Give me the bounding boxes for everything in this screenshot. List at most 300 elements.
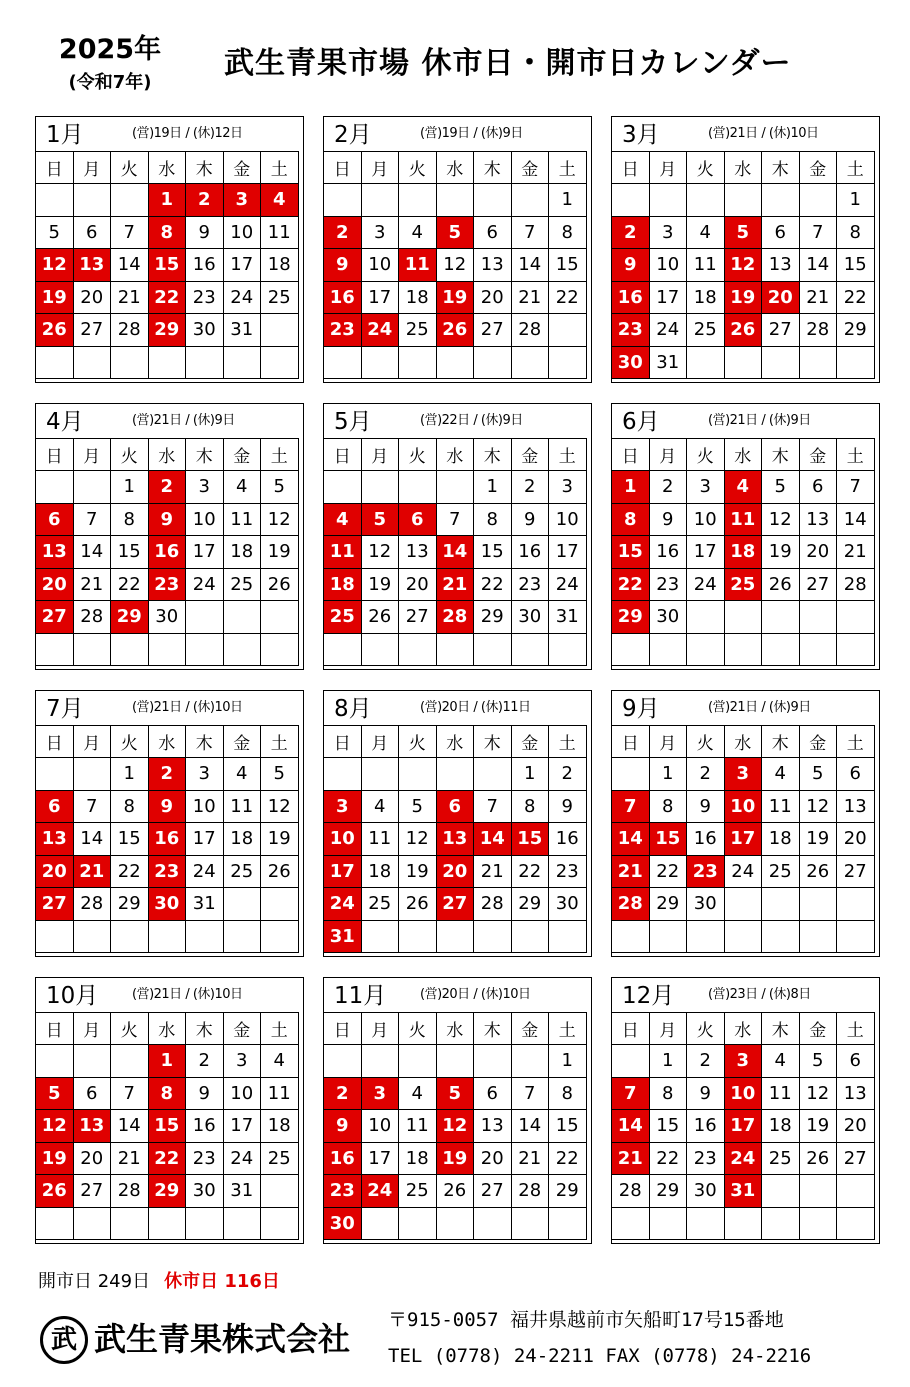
day-cell: 15 [111, 536, 149, 569]
closed-day-cell: 19 [436, 281, 474, 314]
empty-cell [399, 920, 437, 953]
week-row [36, 249, 299, 282]
day-cell: 4 [261, 1045, 299, 1078]
closed-day-cell: 16 [148, 536, 186, 569]
day-cell: 17 [361, 281, 399, 314]
empty-cell [223, 888, 261, 921]
closed-day-cell: 28 [612, 888, 650, 921]
closed-days-total: 休市日 116日 [164, 1271, 280, 1292]
empty-cell [687, 920, 725, 953]
weekday-header: 日 [612, 726, 650, 758]
closed-day-cell: 1 [612, 471, 650, 504]
closed-day-cell: 12 [724, 249, 762, 282]
empty-cell [511, 1207, 549, 1240]
day-cell: 18 [762, 1110, 800, 1143]
week-row [324, 1175, 587, 1208]
weekday-header: 月 [73, 439, 111, 471]
weekday-header: 木 [762, 152, 800, 184]
day-cell: 14 [511, 249, 549, 282]
empty-cell [223, 601, 261, 634]
day-cell: 30 [511, 601, 549, 634]
empty-cell [36, 1045, 74, 1078]
week-row [36, 633, 299, 666]
day-cell: 19 [261, 823, 299, 856]
day-cell: 16 [549, 823, 587, 856]
closed-day-cell: 12 [436, 1110, 474, 1143]
week-row [612, 790, 875, 823]
weekday-header: 水 [148, 1013, 186, 1045]
day-cell: 13 [837, 1077, 875, 1110]
empty-cell [724, 633, 762, 666]
empty-cell [511, 1045, 549, 1078]
closed-day-cell: 22 [612, 568, 650, 601]
closed-day-cell: 8 [148, 216, 186, 249]
weekday-header: 月 [649, 152, 687, 184]
empty-cell [148, 633, 186, 666]
closed-day-cell: 31 [724, 1175, 762, 1208]
empty-cell [399, 633, 437, 666]
company-name: 武生青果株式会社 [94, 1320, 351, 1358]
day-cell: 5 [261, 471, 299, 504]
open-days-total: 開市日 249日 [38, 1271, 151, 1292]
day-cell: 12 [261, 790, 299, 823]
week-row [36, 184, 299, 217]
page-title: 武生青果市場 休市日・開市日カレンダー [224, 46, 792, 81]
empty-cell [361, 1207, 399, 1240]
month-day-counts: (営)21日 / (休)9日 [708, 413, 811, 428]
closed-day-cell: 30 [324, 1207, 362, 1240]
day-cell: 10 [186, 503, 224, 536]
day-cell: 3 [549, 471, 587, 504]
closed-day-cell: 10 [724, 1077, 762, 1110]
month-day-counts: (営)21日 / (休)10日 [132, 987, 243, 1002]
empty-cell [36, 184, 74, 217]
day-cell: 24 [186, 855, 224, 888]
empty-cell [799, 346, 837, 379]
empty-cell [837, 633, 875, 666]
day-cell: 22 [111, 568, 149, 601]
weekday-header: 土 [261, 439, 299, 471]
closed-day-cell: 13 [36, 536, 74, 569]
month-header [612, 117, 879, 151]
empty-cell [73, 920, 111, 953]
closed-day-cell: 24 [361, 314, 399, 347]
day-cell: 28 [111, 314, 149, 347]
weekday-header: 水 [436, 726, 474, 758]
week-row [612, 1175, 875, 1208]
day-cell: 13 [837, 790, 875, 823]
day-cell: 16 [687, 823, 725, 856]
month-day-counts: (営)23日 / (休)8日 [708, 987, 811, 1002]
week-row [324, 601, 587, 634]
closed-day-cell: 24 [324, 888, 362, 921]
day-cell: 19 [361, 568, 399, 601]
week-row [612, 281, 875, 314]
week-row [36, 1207, 299, 1240]
empty-cell [549, 346, 587, 379]
day-cell: 31 [223, 1175, 261, 1208]
day-cell: 31 [186, 888, 224, 921]
empty-cell [724, 601, 762, 634]
month-calendar [323, 977, 592, 1244]
empty-cell [399, 184, 437, 217]
weekday-header: 月 [361, 1013, 399, 1045]
closed-day-cell: 6 [36, 790, 74, 823]
day-cell: 6 [762, 216, 800, 249]
day-cell: 5 [799, 758, 837, 791]
closed-day-cell: 20 [436, 855, 474, 888]
weekday-header: 火 [111, 1013, 149, 1045]
day-cell: 25 [762, 1142, 800, 1175]
month-day-counts: (営)22日 / (休)9日 [420, 413, 523, 428]
empty-cell [511, 633, 549, 666]
closed-day-cell: 30 [148, 888, 186, 921]
empty-cell [511, 346, 549, 379]
day-cell: 22 [474, 568, 512, 601]
company-phone-fax: TEL (0778) 24-2211 FAX (0778) 24-2216 [388, 1345, 812, 1367]
empty-cell [223, 920, 261, 953]
empty-cell [762, 633, 800, 666]
day-cell: 11 [223, 503, 261, 536]
empty-cell [474, 346, 512, 379]
day-cell: 14 [111, 249, 149, 282]
week-row [36, 601, 299, 634]
empty-cell [837, 920, 875, 953]
empty-cell [361, 920, 399, 953]
week-row [36, 758, 299, 791]
empty-cell [261, 601, 299, 634]
weekday-header: 火 [687, 1013, 725, 1045]
week-row [324, 1142, 587, 1175]
week-row [612, 346, 875, 379]
day-cell: 11 [261, 216, 299, 249]
empty-cell [111, 633, 149, 666]
weekday-header: 土 [549, 1013, 587, 1045]
day-cell: 27 [73, 1175, 111, 1208]
day-cell: 21 [111, 1142, 149, 1175]
day-cell: 30 [148, 601, 186, 634]
week-row [36, 346, 299, 379]
day-cell: 28 [799, 314, 837, 347]
month-header [612, 978, 879, 1012]
weekday-header: 日 [612, 152, 650, 184]
month-name: 6月 [622, 409, 660, 435]
weekday-header: 水 [436, 1013, 474, 1045]
closed-day-cell: 6 [36, 503, 74, 536]
month-calendar [35, 977, 304, 1244]
month-day-counts: (営)21日 / (休)9日 [132, 413, 235, 428]
day-cell: 25 [399, 1175, 437, 1208]
closed-day-cell: 18 [724, 536, 762, 569]
empty-cell [261, 888, 299, 921]
day-cell: 12 [799, 790, 837, 823]
empty-cell [223, 633, 261, 666]
empty-cell [549, 920, 587, 953]
weekday-header: 日 [36, 726, 74, 758]
day-cell: 30 [186, 1175, 224, 1208]
empty-cell [186, 601, 224, 634]
day-cell: 14 [511, 1110, 549, 1143]
week-row [324, 503, 587, 536]
day-cell: 8 [111, 503, 149, 536]
weekday-header: 火 [399, 152, 437, 184]
day-cell: 13 [399, 536, 437, 569]
weekday-header: 日 [324, 726, 362, 758]
month-calendar [611, 116, 880, 383]
weekday-header: 水 [724, 1013, 762, 1045]
closed-day-cell: 4 [261, 184, 299, 217]
empty-cell [612, 1045, 650, 1078]
weekday-header: 火 [111, 439, 149, 471]
closed-day-cell: 8 [612, 503, 650, 536]
calendar-grid [323, 151, 587, 379]
day-cell: 11 [399, 1110, 437, 1143]
weekday-header: 火 [687, 152, 725, 184]
empty-cell [724, 1207, 762, 1240]
day-cell: 1 [111, 758, 149, 791]
day-cell: 24 [186, 568, 224, 601]
day-cell: 13 [799, 503, 837, 536]
day-cell: 18 [687, 281, 725, 314]
closed-day-cell: 26 [36, 314, 74, 347]
calendar-grid [35, 151, 299, 379]
weekday-header: 金 [799, 439, 837, 471]
week-row [612, 1077, 875, 1110]
day-cell: 11 [687, 249, 725, 282]
weekday-header: 土 [837, 1013, 875, 1045]
calendar-grid [323, 1012, 587, 1240]
day-cell: 15 [837, 249, 875, 282]
week-row [324, 1207, 587, 1240]
month-day-counts: (営)21日 / (休)10日 [132, 700, 243, 715]
weekday-header: 月 [73, 1013, 111, 1045]
weekday-header: 土 [837, 439, 875, 471]
empty-cell [436, 471, 474, 504]
day-cell: 4 [223, 471, 261, 504]
day-cell: 28 [73, 601, 111, 634]
day-cell: 20 [837, 1110, 875, 1143]
month-day-counts: (営)19日 / (休)9日 [420, 126, 523, 141]
day-cell: 12 [361, 536, 399, 569]
empty-cell [549, 1207, 587, 1240]
month-calendar [35, 116, 304, 383]
closed-day-cell: 21 [612, 855, 650, 888]
empty-cell [799, 1207, 837, 1240]
day-cell: 11 [361, 823, 399, 856]
month-calendar [323, 116, 592, 383]
empty-cell [799, 920, 837, 953]
empty-cell [837, 601, 875, 634]
empty-cell [324, 471, 362, 504]
closed-day-cell: 10 [324, 823, 362, 856]
weekday-header: 金 [511, 1013, 549, 1045]
empty-cell [361, 184, 399, 217]
week-row [612, 1045, 875, 1078]
empty-cell [474, 920, 512, 953]
closed-day-cell: 9 [324, 249, 362, 282]
day-cell: 2 [687, 1045, 725, 1078]
day-cell: 31 [649, 346, 687, 379]
day-cell: 16 [186, 249, 224, 282]
empty-cell [73, 184, 111, 217]
day-cell: 7 [73, 503, 111, 536]
week-row [324, 920, 587, 953]
closed-day-cell: 11 [399, 249, 437, 282]
weekday-header: 木 [186, 152, 224, 184]
empty-cell [799, 601, 837, 634]
empty-cell [687, 1207, 725, 1240]
day-cell: 9 [511, 503, 549, 536]
empty-cell [762, 601, 800, 634]
day-cell: 16 [511, 536, 549, 569]
day-cell: 9 [687, 790, 725, 823]
day-cell: 23 [511, 568, 549, 601]
weekday-header: 日 [36, 152, 74, 184]
day-cell: 25 [223, 855, 261, 888]
day-cell: 18 [361, 855, 399, 888]
day-cell: 15 [111, 823, 149, 856]
day-cell: 9 [186, 216, 224, 249]
empty-cell [799, 633, 837, 666]
week-row [612, 633, 875, 666]
day-cell: 25 [687, 314, 725, 347]
empty-cell [436, 920, 474, 953]
week-row [324, 790, 587, 823]
empty-cell [436, 346, 474, 379]
day-cell: 8 [111, 790, 149, 823]
weekday-header: 火 [399, 439, 437, 471]
empty-cell [148, 346, 186, 379]
day-cell: 22 [549, 281, 587, 314]
week-row [36, 855, 299, 888]
closed-day-cell: 2 [612, 216, 650, 249]
day-cell: 22 [649, 855, 687, 888]
day-cell: 3 [361, 216, 399, 249]
week-row [612, 888, 875, 921]
calendar-grid [611, 438, 875, 666]
week-row [324, 314, 587, 347]
empty-cell [687, 633, 725, 666]
week-row [36, 823, 299, 856]
day-cell: 28 [612, 1175, 650, 1208]
day-cell: 28 [474, 888, 512, 921]
month-calendar [323, 690, 592, 957]
closed-day-cell: 4 [324, 503, 362, 536]
day-cell: 7 [111, 1077, 149, 1110]
month-day-counts: (営)19日 / (休)12日 [132, 126, 243, 141]
day-cell: 16 [649, 536, 687, 569]
day-cell: 22 [649, 1142, 687, 1175]
weekday-header: 木 [186, 726, 224, 758]
day-cell: 29 [549, 1175, 587, 1208]
month-name: 1月 [46, 122, 84, 148]
closed-day-cell: 19 [724, 281, 762, 314]
calendar-grid [611, 151, 875, 379]
month-name: 10月 [46, 983, 99, 1009]
closed-day-cell: 13 [36, 823, 74, 856]
week-row [612, 184, 875, 217]
weekday-header: 火 [399, 1013, 437, 1045]
empty-cell [687, 184, 725, 217]
weekday-header: 木 [474, 152, 512, 184]
empty-cell [324, 184, 362, 217]
empty-cell [612, 920, 650, 953]
day-cell: 19 [799, 823, 837, 856]
closed-day-cell: 15 [511, 823, 549, 856]
weekday-header: 土 [837, 726, 875, 758]
day-cell: 8 [549, 1077, 587, 1110]
week-row [36, 1142, 299, 1175]
day-cell: 12 [436, 249, 474, 282]
empty-cell [649, 184, 687, 217]
closed-day-cell: 29 [148, 314, 186, 347]
day-cell: 14 [799, 249, 837, 282]
closed-day-cell: 24 [724, 1142, 762, 1175]
weekday-header: 月 [73, 152, 111, 184]
week-row [36, 790, 299, 823]
weekday-header: 金 [511, 439, 549, 471]
empty-cell [186, 633, 224, 666]
week-row [324, 249, 587, 282]
weekday-header: 土 [549, 726, 587, 758]
empty-cell [111, 1045, 149, 1078]
closed-day-cell: 9 [148, 790, 186, 823]
week-row [36, 216, 299, 249]
weekday-header: 水 [148, 152, 186, 184]
weekday-header: 日 [324, 152, 362, 184]
day-cell: 27 [399, 601, 437, 634]
weekday-header: 金 [511, 152, 549, 184]
week-row [36, 888, 299, 921]
empty-cell [73, 471, 111, 504]
weekday-header: 月 [649, 439, 687, 471]
day-cell: 16 [687, 1110, 725, 1143]
closed-day-cell: 14 [612, 1110, 650, 1143]
day-cell: 3 [687, 471, 725, 504]
day-cell: 30 [649, 601, 687, 634]
week-row [612, 823, 875, 856]
week-row [612, 1142, 875, 1175]
day-cell: 23 [649, 568, 687, 601]
month-calendar [35, 403, 304, 670]
calendar-grid [35, 725, 299, 953]
month-calendar [611, 977, 880, 1244]
weekday-header: 日 [324, 439, 362, 471]
empty-cell [261, 920, 299, 953]
day-cell: 27 [73, 314, 111, 347]
empty-cell [612, 758, 650, 791]
calendar-grid [35, 438, 299, 666]
empty-cell [111, 346, 149, 379]
empty-cell [724, 346, 762, 379]
weekday-header: 土 [837, 152, 875, 184]
closed-day-cell: 1 [148, 1045, 186, 1078]
closed-day-cell: 17 [724, 823, 762, 856]
day-cell: 25 [261, 1142, 299, 1175]
closed-day-cell: 5 [36, 1077, 74, 1110]
day-cell: 9 [549, 790, 587, 823]
empty-cell [261, 314, 299, 347]
day-cell: 1 [549, 184, 587, 217]
closed-day-cell: 19 [36, 1142, 74, 1175]
day-cell: 4 [399, 216, 437, 249]
closed-day-cell: 21 [436, 568, 474, 601]
empty-cell [612, 184, 650, 217]
weekday-header: 金 [223, 1013, 261, 1045]
closed-day-cell: 7 [612, 1077, 650, 1110]
weekday-header: 金 [223, 152, 261, 184]
day-cell: 14 [73, 823, 111, 856]
